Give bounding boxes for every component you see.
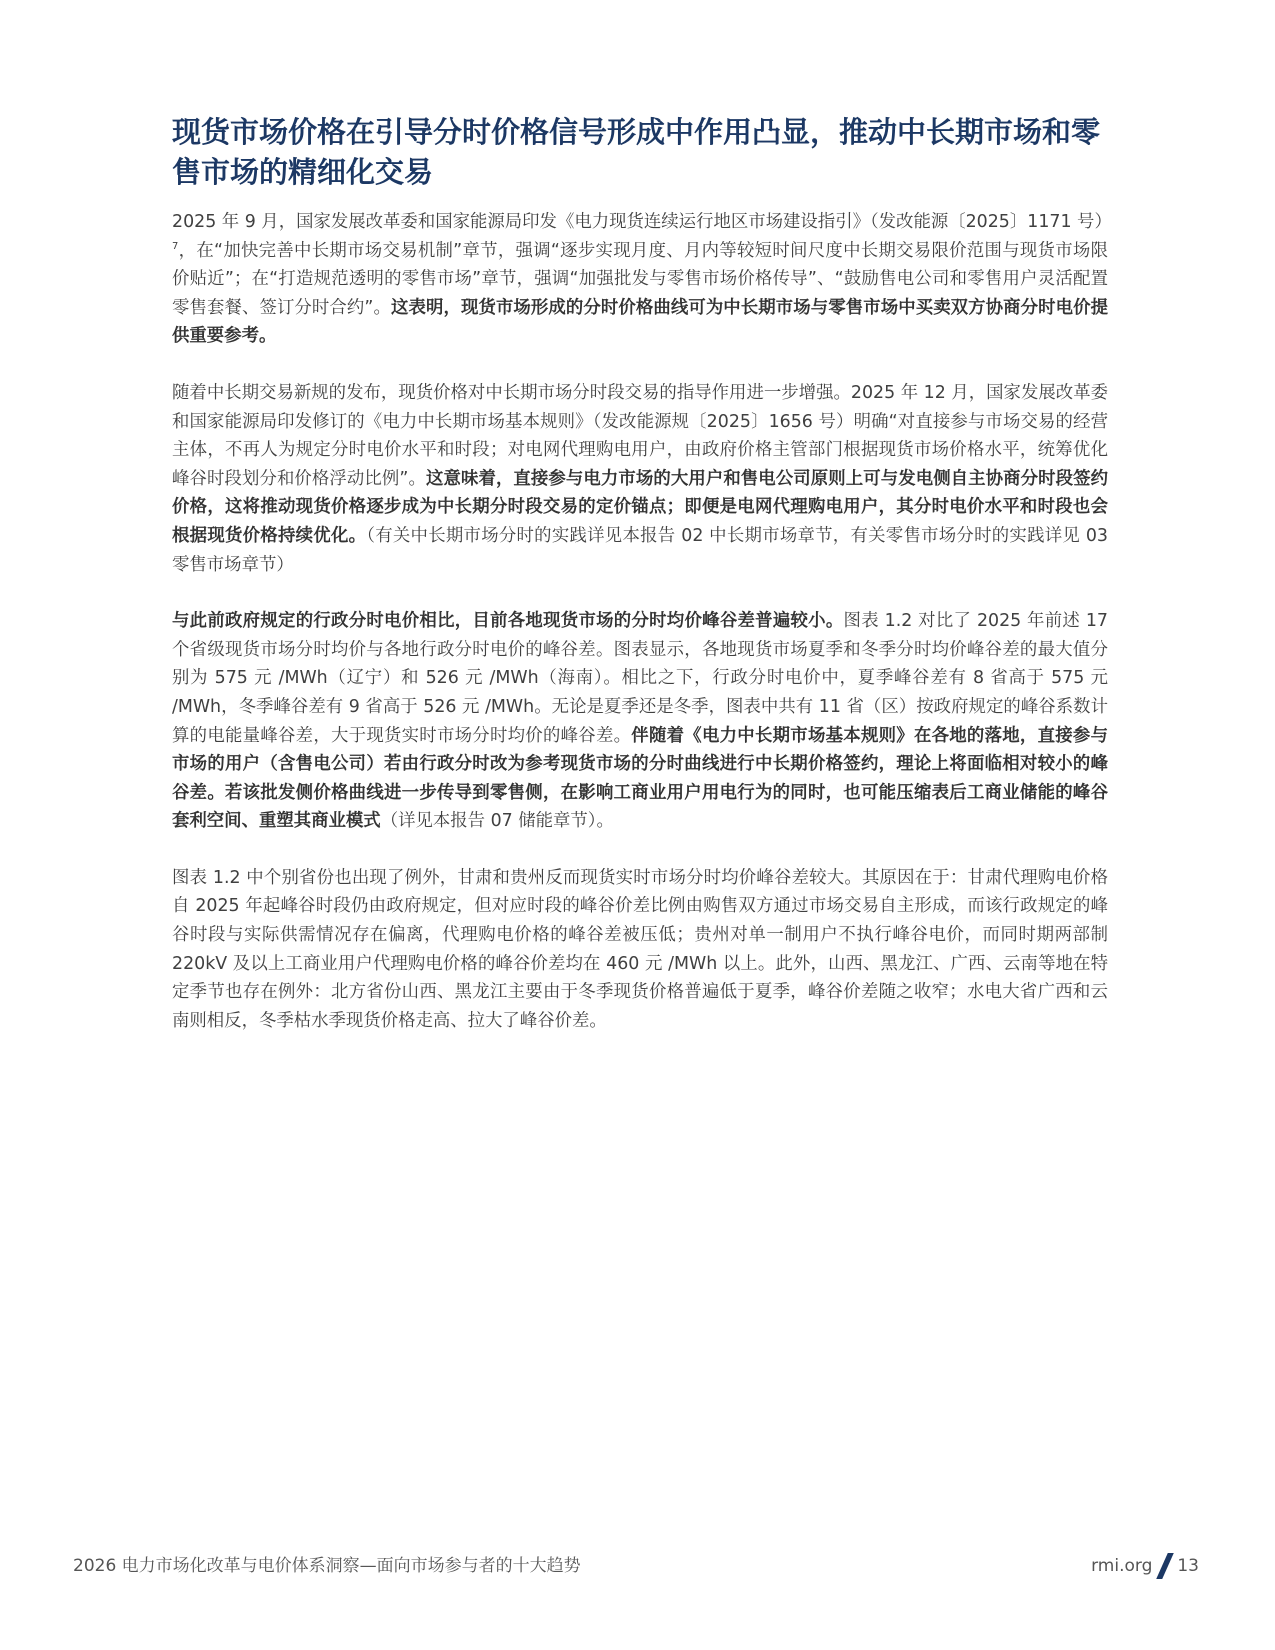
paragraph-3-lead: 与此前政府规定的行政分时电价相比，目前各地现货市场的分时均价峰谷差普遍较小。 xyxy=(172,611,844,632)
paragraph-2 xyxy=(172,379,1108,579)
paragraph-2-note: （有关中长期市场分时的实践详见本报告 02 中长期市场章节，有关零售市场分时的实践详见 03 零售市场章节） xyxy=(172,525,1108,575)
slash-divider-icon xyxy=(1157,1553,1175,1579)
paragraph-2-text: 随着中长期交易新规的发布，现货价格对中长期市场分时段交易的指导作用进一步增强。2025 年 12 月，国家发展改革委和国家能源局印发修订的《电力中长期市场基本规则》（发改能源规〔2025〕1656 号）明确“对直接参与市场交易的经营主体，不再人为规定分时电价水平和时段；对电网代理购电用户，由政府价格主管部门根据现货市场价格水平，统筹优化峰谷时段划分和价格浮动比例”。 xyxy=(172,382,1108,489)
paragraph-4 xyxy=(172,864,1108,1036)
paragraph-3 xyxy=(172,607,1108,836)
paragraph-3-note: （详见本报告 07 储能章节）。 xyxy=(380,811,614,832)
paragraph-4-text: 图表 1.2 中个别省份也出现了例外，甘肃和贵州反而现货实时市场分时均价峰谷差较大。其原因在于：甘肃代理购电价格自 2025 年起峰谷时段仍由政府规定，但对应时段的峰谷价差比例由购售双方通过市场交易自主形成，而该行政规定的峰谷时段与实际供需情况存在偏离，代理购电价格的峰谷差被压低；贵州对单一制用户不执行峰谷电价，而同时期两部制 220kV 及以上工商业用户代理购电价格的峰谷价差均在 460 元 /MWh 以上。此外，山西、黑龙江、广西、云南等地在特定季节也存在例外：北方省份山西、黑龙江主要由于冬季现货价格普遍低于夏季，峰谷价差随之收窄；水电大省广西和云南则相反，冬季枯水季现货价格走高、拉大了峰谷价差。 xyxy=(172,867,1108,1031)
paragraph-3-text: 图表 1.2 对比了 2025 年前述 17 个省级现货市场分时均价与各地行政分时电价的峰谷差。图表显示，各地现货市场夏季和冬季分时均价峰谷差的最大值分别为 575 元 /MWh（辽宁）和 526 元 /MWh（海南）。相比之下，行政分时电价中，夏季峰谷差有 8 省高于 575 元 /MWh，冬季峰谷差有 9 省高于 526 元 /MWh。无论是夏季还是冬季，图表中共有 11 省（区）按政府规定的峰谷系数计算的电能量峰谷差，大于现货实时市场分时均价的峰谷差。 xyxy=(172,611,1108,746)
footer-site-link[interactable]: rmi.org xyxy=(1091,1556,1153,1576)
body-text xyxy=(172,208,1112,1063)
paragraph-1-text: 2025 年 9 月，国家发展改革委和国家能源局印发《电力现货连续运行地区市场建设指引》（发改能源〔2025〕1171 号） xyxy=(172,212,1112,232)
paragraph-1-text-cont: ，在“加快完善中长期市场交易机制”章节，强调“逐步实现月度、月内等较短时间尺度中长期交易限价范围与现货市场限价贴近”；在“打造规范透明的零售市场”章节，强调“加强批发与零售市场价格传导”、“鼓励售电公司和零售用户灵活配置零售套餐、签订分时合约”。 xyxy=(172,240,1108,318)
page-title: 现货市场价格在引导分时价格信号形成中作用凸显，推动中长期市场和零售市场的精细化交易 xyxy=(172,115,1101,189)
footer-report-title: 2026 电力市场化改革与电价体系洞察—面向市场参与者的十大趋势 xyxy=(73,1556,581,1576)
paragraph-3-emphasis: 伴随着《电力中长期市场基本规则》在各地的落地，直接参与市场的用户（含售电公司）若由行政分时改为参考现货市场的分时曲线进行中长期价格签约，理论上将面临相对较小的峰谷差。若该批发侧价格曲线进一步传导到零售侧，在影响工商业用户用电行为的同时，也可能压缩表后工商业储能的峰谷套利空间、重塑其商业模式 xyxy=(172,725,1108,832)
footnote-ref[interactable]: 7 xyxy=(172,240,179,252)
footer-page-info xyxy=(1091,1553,1199,1579)
paragraph-2-emphasis: 这意味着，直接参与电力市场的大用户和售电公司原则上可与发电侧自主协商分时段签约价格，这将推动现货价格逐步成为中长期分时段交易的定价锚点；即便是电网代理购电用户，其分时电价水平和时段也会根据现货价格持续优化。 xyxy=(172,468,1108,546)
paragraph-1-emphasis: 这表明，现货市场形成的分时价格曲线可为中长期市场与零售市场中买卖双方协商分时电价提供重要参考。 xyxy=(172,297,1108,347)
paragraph-1 xyxy=(172,208,1112,351)
page-number: 13 xyxy=(1177,1556,1199,1576)
